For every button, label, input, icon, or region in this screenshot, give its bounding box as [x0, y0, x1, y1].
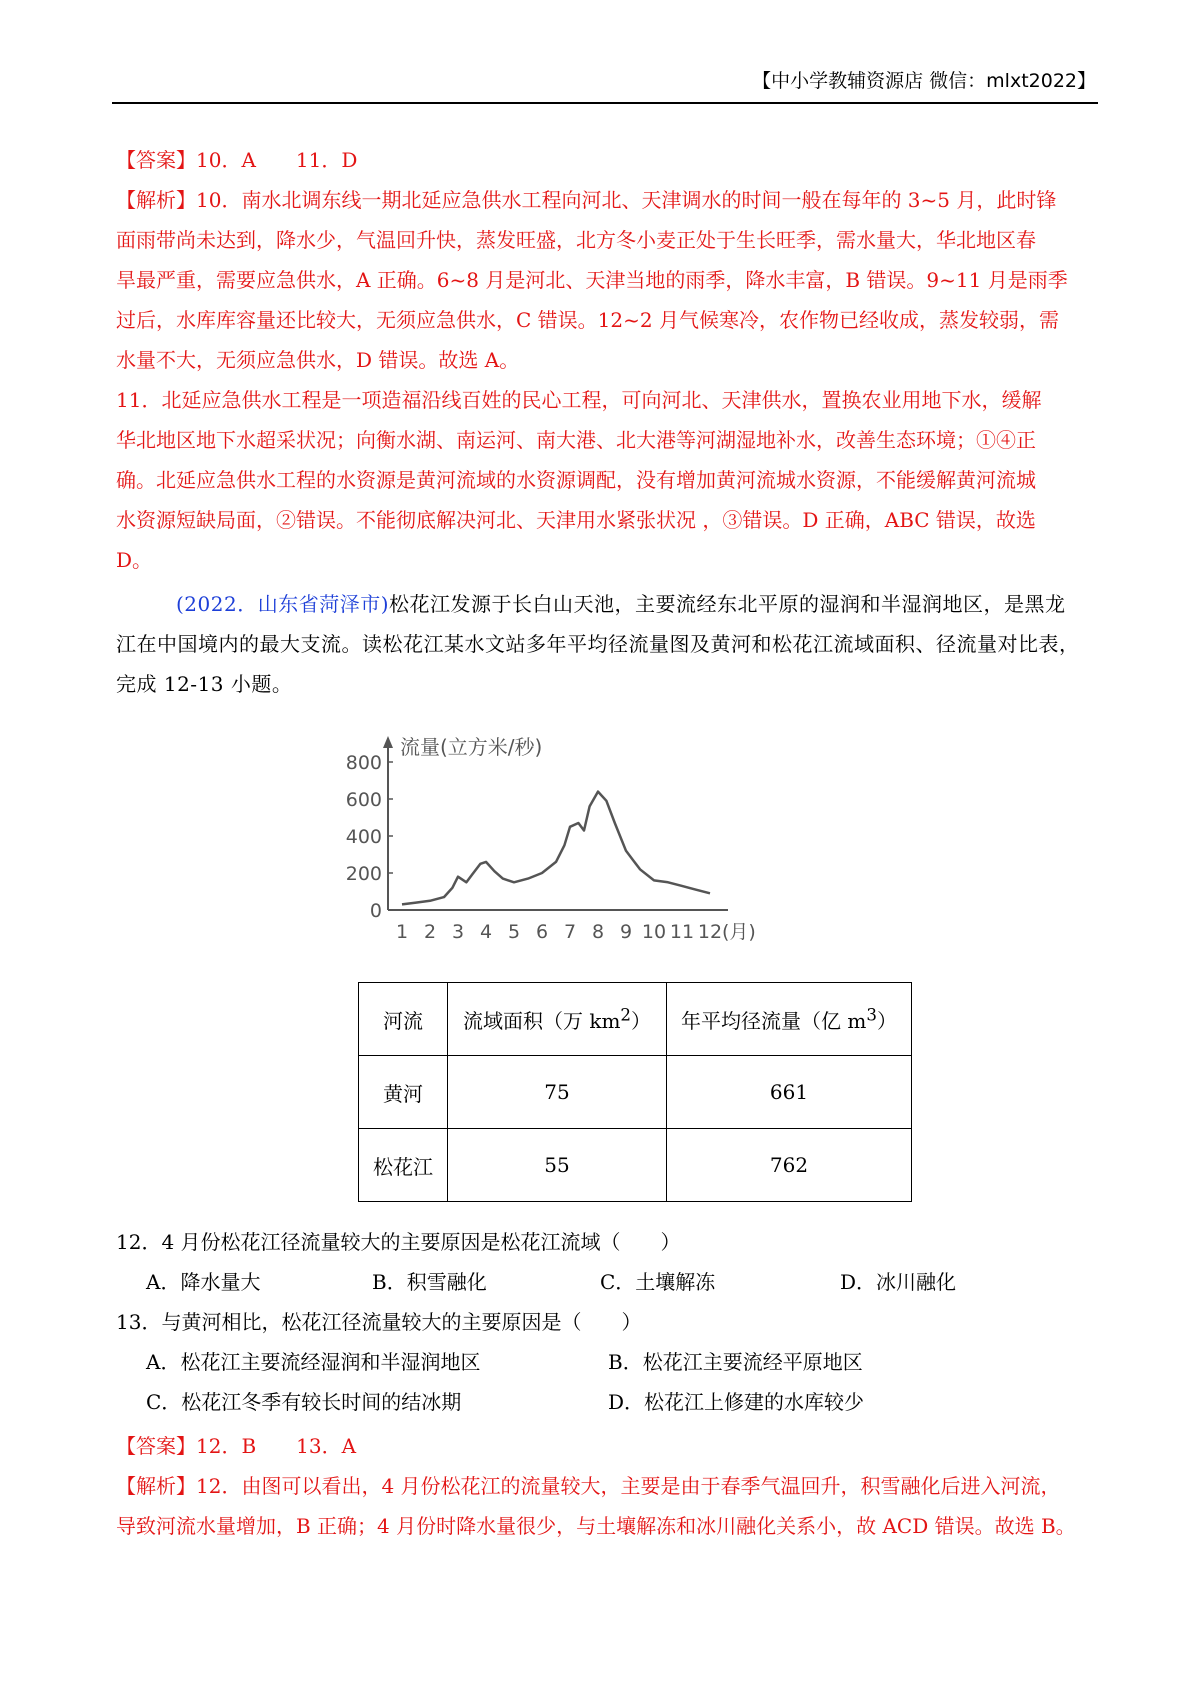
y-tick-label: 600	[345, 789, 382, 811]
x-tick-label: 12	[697, 921, 723, 943]
table-cell: 762	[667, 1129, 912, 1202]
explanation-line: 导致河流水量增加，B 正确；4 月份时降水量很少，与土壤解冻和冰川融化关系小，故 ACD 错误。故选 B。	[116, 1514, 1076, 1538]
comparison-table	[358, 982, 912, 1202]
y-tick-label: 800	[345, 752, 382, 774]
option-d: D．冰川融化	[840, 1270, 957, 1294]
x-tick-label: 4	[479, 921, 493, 943]
table-row	[359, 1056, 912, 1129]
stem-line: 松花江发源于长白山天池，主要流经东北平原的湿润和半湿润地区，是黑龙	[389, 592, 1066, 616]
question-12: 12．4 月份松花江径流量较大的主要原因是松花江流域（ ）	[116, 1230, 681, 1254]
explanation-line: 水量不大，无须应急供水，D 错误。故选 A。	[116, 348, 520, 372]
x-tick-label: 10	[641, 921, 667, 943]
question-stem	[116, 584, 1098, 704]
answer-block-1	[116, 140, 1098, 580]
runoff-chart	[345, 730, 832, 952]
option-d: D．松花江上修建的水库较少	[608, 1390, 865, 1414]
x-tick-label: 6	[535, 921, 549, 943]
x-tick-label: 2	[423, 921, 437, 943]
option-a: A．松花江主要流经湿润和半湿润地区	[146, 1350, 481, 1374]
table-header-row	[359, 983, 912, 1056]
x-tick-label: 11	[669, 921, 695, 943]
x-axis-label: (月)	[722, 921, 756, 943]
explanation-line: 10．南水北调东线一期北延应急供水工程向河北、天津调水的时间一般在每年的 3~5 月，此时锋	[196, 188, 1057, 212]
table-cell: 661	[667, 1056, 912, 1129]
explanation-line: 12．由图可以看出，4 月份松花江的流量较大，主要是由于春季气温回升，积雪融化后进入河流，	[196, 1474, 1061, 1498]
option-c: C．松花江冬季有较长时间的结冰期	[146, 1390, 462, 1414]
explanation-line: 过后，水库库容量还比较大，无须应急供水，C 错误。12~2 月气候寒冷，农作物已经收成，蒸发较弱，需	[116, 308, 1059, 332]
explanation-line: 华北地区地下水超采状况；向衡水湖、南运河、南大港、北大港等河湖湿地补水，改善生态环境；①④正	[116, 428, 1036, 452]
stem-line: 江在中国境内的最大支流。读松花江某水文站多年平均径流量图及黄河和松花江流域面积、径流量对比表，	[116, 632, 1080, 656]
explanation-line: 面雨带尚未达到，降水少，气温回升快，蒸发旺盛，北方冬小麦正处于生长旺季，需水量大，华北地区春	[116, 228, 1036, 252]
runoff-line	[402, 792, 710, 905]
table-row	[359, 1129, 912, 1202]
y-tick-label: 0	[369, 900, 382, 922]
x-tick-label: 7	[563, 921, 577, 943]
option-b: B．积雪融化	[372, 1270, 487, 1294]
explanation-line: 旱最严重，需要应急供水，A 正确。6~8 月是河北、天津当地的雨季，降水丰富，B 错误。9~11 月是雨季	[116, 268, 1068, 292]
page-header: 【中小学教辅资源店 微信：mlxt2022】	[752, 70, 1096, 92]
answer-text: 10．A 11．D	[196, 148, 358, 172]
page-content	[116, 140, 1098, 704]
x-tick-label: 1	[395, 921, 409, 943]
x-tick-label: 3	[451, 921, 465, 943]
explanation-line: D。	[116, 548, 153, 572]
stem-line: 完成 12-13 小题。	[116, 672, 293, 696]
answer-text: 12．B 13．A	[196, 1434, 357, 1458]
runoff-chart-svg	[345, 730, 832, 952]
answer-label: 【答案】	[116, 1434, 196, 1458]
option-c: C．土壤解冻	[600, 1270, 716, 1294]
table-cell: 75	[448, 1056, 667, 1129]
explanation-line: 水资源短缺局面，②错误。不能彻底解决河北、天津用水紧张状况 ，③错误。D 正确，ABC 错误，故选	[116, 508, 1036, 532]
y-axis-label: 流量(立方米/秒)	[400, 735, 543, 759]
y-tick-label: 400	[345, 826, 382, 848]
explanation-line: 确。北延应急供水工程的水资源是黄河流域的水资源调配，没有增加黄河流城水资源，不能缓解黄河流城	[116, 468, 1036, 492]
y-axis-arrow	[383, 736, 393, 748]
x-tick-label: 5	[507, 921, 521, 943]
option-b: B．松花江主要流经平原地区	[608, 1350, 863, 1374]
table-cell: 55	[448, 1129, 667, 1202]
explanation-label: 【解析】	[116, 188, 196, 212]
x-tick-label: 9	[619, 921, 633, 943]
table-header-cell: 流域面积（万 $km^2$）	[448, 983, 667, 1056]
table-header-cell: 年平均径流量（亿 $m^3$）	[667, 983, 912, 1056]
table-cell: 黄河	[359, 1056, 448, 1129]
table-header-cell: 河流	[359, 983, 448, 1056]
option-a: A．降水量大	[146, 1270, 261, 1294]
answer-label: 【答案】	[116, 148, 196, 172]
question-source: (2022．山东省菏泽市)	[176, 592, 390, 616]
explanation-line: 11．北延应急供水工程是一项造福沿线百姓的民心工程，可向河北、天津供水，置换农业用地下水，缓解	[116, 388, 1042, 412]
explanation-label: 【解析】	[116, 1474, 196, 1498]
answer-block-2	[116, 1426, 1098, 1546]
question-13: 13．与黄河相比，松花江径流量较大的主要原因是（ ）	[116, 1310, 642, 1334]
y-tick-label: 200	[345, 863, 382, 885]
header-rule	[112, 102, 1098, 104]
x-tick-label: 8	[591, 921, 605, 943]
table-cell: 松花江	[359, 1129, 448, 1202]
